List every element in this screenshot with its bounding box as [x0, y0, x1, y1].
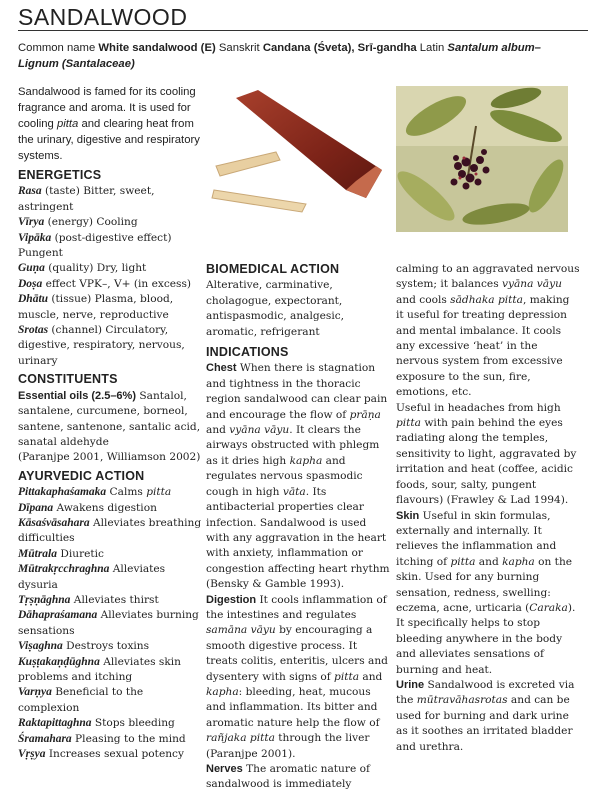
sandalwood-plant-image [396, 86, 568, 232]
middle-column [206, 262, 392, 793]
sanskrit-label: Sanskrit [215, 42, 263, 54]
intro-term: pitta [56, 118, 79, 130]
energetics-item: Rasa (taste) Bitter, sweet, astringent [18, 185, 155, 213]
energetics-item: Doṣa effect VPK–, V+ (in excess) [18, 277, 192, 290]
common-name: White sandalwood (E) [98, 42, 216, 54]
indication-headaches: Useful in headaches from high pitta with pain behind the eyes radiating along the temples, sensitivity to light, aggravated by irritation and heat (coffee, acidic foods, sour, salty, pungent flavours) (Frawley & Lad 1994). [396, 401, 577, 507]
ayurvedic-item: Viṣaghna Destroys toxins [18, 640, 150, 653]
nerves-text-split: The aromatic nature of sandalwood is immediately [206, 763, 370, 791]
sanskrit-name: Candana (Śveta), Srī-gandha [262, 42, 417, 54]
latin-family: Lignum (Santalaceae) [18, 58, 135, 70]
ayurvedic-item: Mūtrakṛcchraghna Alleviates dysuria [18, 563, 166, 591]
biomedical-heading: BIOMEDICAL ACTION [206, 262, 340, 276]
ayurvedic-item: Śramahara Pleasing to the mind [18, 732, 186, 745]
ayurvedic-list [18, 485, 202, 762]
constituents-refs: (Paranjpe 2001, Williamson 2002) [18, 451, 201, 464]
ayurvedic-item: Dāhapraśamana Alleviates burning sensations [18, 609, 199, 637]
ayurvedic-heading: AYURVEDIC ACTION [18, 468, 145, 483]
names-line [18, 40, 588, 72]
energetics-item: Vīrya (energy) Cooling [18, 216, 138, 229]
ayurvedic-item: Vṛṣya Increases sexual potency [18, 748, 184, 761]
ayurvedic-item: Kuṣṭakaṇḍūghna Alleviates skin problems and itching [18, 655, 181, 683]
energetics-item: Vipāka (post-digestive effect) Pungent [18, 231, 172, 260]
ayurvedic-item: Varṇya Beneficial to the complexion [18, 686, 144, 714]
ayurvedic-item: Pittakaphaśamaka Calms pitta [18, 486, 172, 499]
intro-paragraph [18, 84, 204, 164]
indication-nerves-start: Nerves The aromatic nature of sandalwood is immediately [206, 763, 370, 791]
energetics-heading: ENERGETICS [18, 168, 102, 182]
left-column [18, 168, 202, 762]
ayurvedic-item: Dīpana Awakens digestion [18, 501, 157, 514]
biomedical-text: Alterative, carminative, cholagogue, expectorant, antispasmodic, analgesic, aromatic, refrigerant [206, 279, 345, 338]
sandalwood-wood-image [206, 86, 386, 216]
indication-chest: Chest When there is stagnation and tightness in the thoracic region sandalwood can clear pain and encourage the flow of prāṇa and vyāna vāyu. It clears the airways obstructed with phlegm as it dries high kapha and regulates nervous spasmodic cough in high vāta. Its antibacterial properties clear infection. Sandalwood is used with any aggravation in the heart with anxiety, inflammation or congestion affecting heart rhythm (Bensky & Gamble 1993). [206, 362, 390, 591]
common-name-label: Common name [18, 42, 99, 54]
indication-digestion: Digestion It cools inflammation of the intestines and regulates samāna vāyu by encouraging a smooth digestive process. It treats colitis, enteritis, ulcers and dysentery with signs of pitta and kapha: bleeding, heat, mucous and inflammation. Its bitter and aromatic nature help the flow of rañjaka pitta through the liver (Paranjpe 2001). [206, 593, 388, 760]
energetics-item: Srotas (channel) Circulatory, digestive, respiratory, nervous, urinary [18, 324, 185, 367]
intro-text-2: and clearing heat from the urinary, digestive and respiratory systems. [18, 118, 200, 162]
right-column [396, 262, 580, 755]
indication-urine: Urine Sandalwood is excreted via the mūtravāhasrotas and can be used for burning and dark urine as it soothes an irritated bladder and urethra. [396, 678, 575, 753]
ayurvedic-item: Tṛṣṇāghna Alleviates thirst [18, 593, 159, 606]
latin-name: Santalum album– [447, 42, 541, 54]
constituents-heading: CONSTITUENTS [18, 372, 118, 387]
indication-skin: Skin Useful in skin formulas, externally and internally. It relieves the inflammation and itching of pitta and kapha on the skin. Used for any burning sensation, redness, swelling: eczema, acne, urticaria (Caraka). It specifically helps to stop bleeding anywhere in the body and alleviates sensations of burning and heat. [396, 509, 576, 676]
title-rule [18, 30, 588, 31]
energetics-list [18, 184, 202, 369]
ayurvedic-item: Kāsaśvāsahara Alleviates breathing difficulties [18, 516, 202, 545]
indications-heading: INDICATIONS [206, 345, 289, 360]
energetics-item: Guṇa (quality) Dry, light [18, 262, 147, 275]
intro-text-1: Sandalwood is famed for its cooling fragrance and aroma. It is used for cooling [18, 86, 196, 130]
latin-label: Latin [416, 42, 448, 54]
page-title: SANDALWOOD [18, 4, 188, 30]
energetics-item: Dhātu (tissue) Plasma, blood, muscle, nerve, reproductive [18, 293, 174, 321]
ayurvedic-item: Raktapittaghna Stops bleeding [18, 717, 175, 730]
ayurvedic-item: Mūtrala Diuretic [18, 547, 104, 560]
indication-nerves-cont: calming to an aggravated nervous system; it balances vyāna vāyu and cools sādhaka pitta, making it useful for treating depression and mental imbalance. It cools any excessive ‘heat’ in the nervous system from excessive exposure to the sun, fire, emotions, etc. [396, 263, 580, 399]
constituents-text: Essential oils (2.5–6%) Santalol, santalene, curcumene, borneol, santene, santenone, santalic acid, sanatal aldehyde [18, 389, 201, 448]
